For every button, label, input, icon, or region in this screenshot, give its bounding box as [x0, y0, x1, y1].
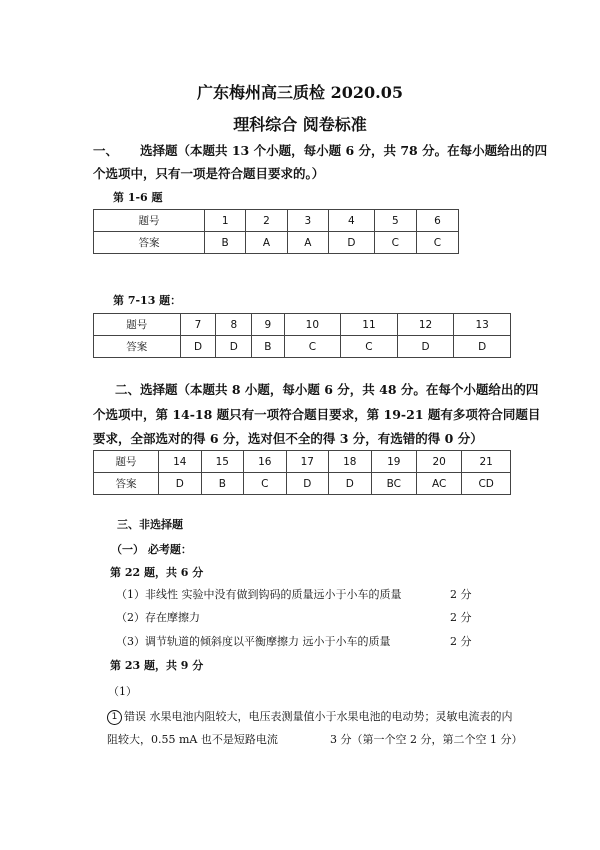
- table-cell: D: [328, 232, 374, 254]
- table-row: [94, 210, 459, 232]
- table-cell: A: [246, 232, 287, 254]
- table-cell: 答案: [94, 232, 205, 254]
- table-cell: C: [416, 232, 458, 254]
- q22-item-1-score: 2 分: [450, 588, 472, 601]
- q22-item-2: （2）存在摩擦力: [116, 611, 200, 624]
- table-cell: 6: [416, 210, 458, 232]
- table-cell: 4: [328, 210, 374, 232]
- circled-number: 1: [107, 710, 122, 725]
- q23-answer-text: 错误 水果电池内阻较大，电压表测量值小于水果电池的电动势；灵敏电流表的内: [124, 710, 513, 723]
- table-row: [94, 473, 511, 495]
- table-row: [94, 451, 511, 473]
- table-cell: 19: [371, 451, 416, 473]
- q23-answer-line1: [107, 708, 513, 725]
- q23-answer-line2: 阻较大，0.55 mA 也不是短路电流: [107, 733, 278, 746]
- table-cell: 21: [462, 451, 511, 473]
- table-cell: 题号: [94, 314, 181, 336]
- page-subtitle: 理科综合 阅卷标准: [233, 115, 367, 134]
- table-cell: D: [454, 336, 511, 358]
- table-cell: 12: [397, 314, 454, 336]
- table-cell: C: [244, 473, 287, 495]
- table-cell: D: [286, 473, 329, 495]
- q23-title: 第 23 题，共 9 分: [110, 659, 204, 672]
- q22-item-1: （1）非线性 实验中没有做到钩码的质量远小于小车的质量: [116, 588, 402, 601]
- table-cell: C: [374, 232, 416, 254]
- table-cell: 7: [180, 314, 216, 336]
- table-cell: C: [284, 336, 341, 358]
- answer-table-7-13: [93, 313, 511, 358]
- q22-title: 第 22 题，共 6 分: [110, 566, 204, 579]
- table-cell: AC: [416, 473, 461, 495]
- table-cell: 15: [201, 451, 244, 473]
- q23-score-note: 3 分（第一个空 2 分，第二个空 1 分）: [330, 733, 523, 746]
- section2-heading-cont: 个选项中，第 14-18 题只有一项符合题目要求，第 19-21 题有多项符合同题目: [93, 407, 541, 422]
- page-title: 广东梅州高三质检 2020.05: [197, 83, 403, 102]
- table-cell: C: [341, 336, 398, 358]
- table-cell: D: [216, 336, 252, 358]
- table-cell: 16: [244, 451, 287, 473]
- table-cell: 17: [286, 451, 329, 473]
- section1-heading: 选择题（本题共 13 个小题，每小题 6 分，共 78 分。在每小题给出的四: [140, 143, 548, 158]
- q22-item-2-score: 2 分: [450, 611, 472, 624]
- q23-part-label: （1）: [108, 685, 137, 698]
- section2-heading-cont2: 要求，全部选对的得 6 分，选对但不全的得 3 分，有选错的得 0 分）: [93, 431, 483, 446]
- section1-number: 一、: [93, 143, 119, 158]
- section1-heading-cont: 个选项中，只有一项是符合题目要求的。）: [93, 166, 325, 181]
- table-cell: B: [252, 336, 284, 358]
- table-cell: 8: [216, 314, 252, 336]
- answer-table-1-6: [93, 209, 459, 254]
- answer-table-14-21: [93, 450, 511, 495]
- table-row: [94, 336, 511, 358]
- table-cell: 题号: [94, 210, 205, 232]
- section3-heading: 三、非选择题: [117, 518, 183, 531]
- table-cell: 10: [284, 314, 341, 336]
- table-cell: 答案: [94, 336, 181, 358]
- group-b-label: 第 7-13 题：: [113, 294, 182, 307]
- group-a-label: 第 1-6 题: [113, 191, 163, 204]
- table-cell: D: [159, 473, 202, 495]
- table-cell: 14: [159, 451, 202, 473]
- table-cell: 3: [287, 210, 328, 232]
- table-cell: 9: [252, 314, 284, 336]
- table-cell: 答案: [94, 473, 159, 495]
- table-cell: 5: [374, 210, 416, 232]
- table-cell: 20: [416, 451, 461, 473]
- table-cell: 18: [329, 451, 372, 473]
- table-cell: 题号: [94, 451, 159, 473]
- table-cell: 13: [454, 314, 511, 336]
- section3-subheading: （一） 必考题：: [111, 543, 192, 556]
- table-cell: D: [329, 473, 372, 495]
- table-cell: D: [397, 336, 454, 358]
- table-cell: 2: [246, 210, 287, 232]
- table-cell: 1: [204, 210, 245, 232]
- table-row: [94, 232, 459, 254]
- table-cell: A: [287, 232, 328, 254]
- table-cell: 11: [341, 314, 398, 336]
- table-cell: BC: [371, 473, 416, 495]
- table-cell: B: [201, 473, 244, 495]
- q22-item-3-score: 2 分: [450, 635, 472, 648]
- table-cell: B: [204, 232, 245, 254]
- table-row: [94, 314, 511, 336]
- table-cell: D: [180, 336, 216, 358]
- table-cell: CD: [462, 473, 511, 495]
- section2-heading: 二、选择题（本题共 8 小题，每小题 6 分，共 48 分。在每个小题给出的四: [115, 382, 539, 397]
- q22-item-3: （3）调节轨道的倾斜度以平衡摩擦力 远小于小车的质量: [116, 635, 391, 648]
